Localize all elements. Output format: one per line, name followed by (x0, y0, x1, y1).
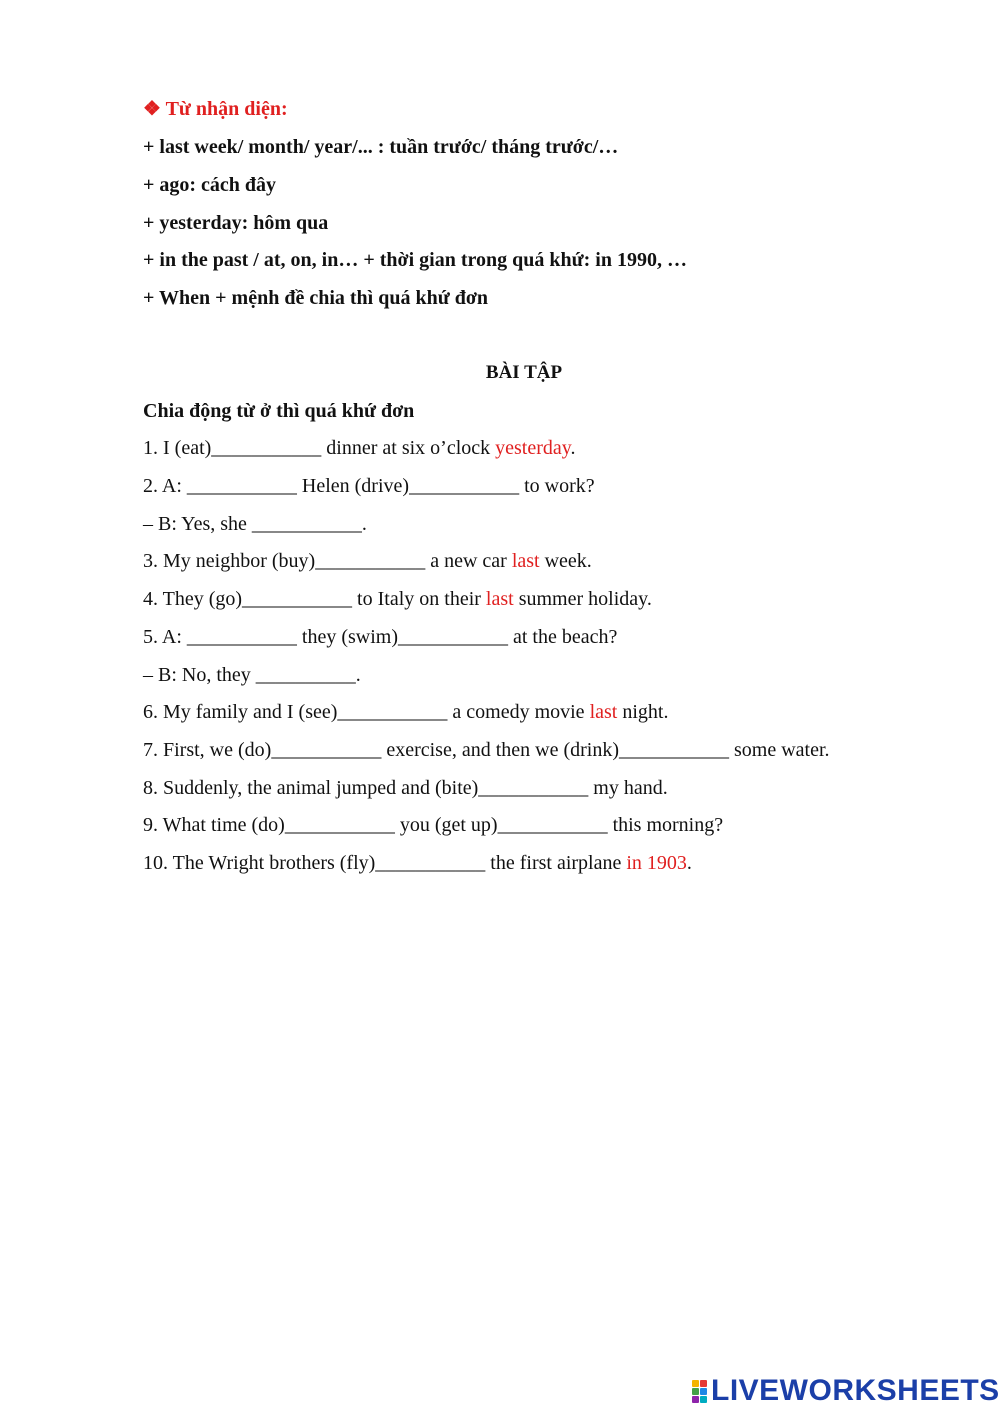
question-7: 7. First, we (do)___________ exercise, and then we (drink)___________ some water. (143, 739, 830, 761)
signal-word-item: + When + mệnh đề chia thì quá khứ đơn (143, 287, 489, 309)
question-2: 2. A: ___________ Helen (drive)___________ to work? (143, 475, 595, 497)
question-5: 5. A: ___________ they (swim)___________ at the beach? (143, 626, 618, 648)
signal-word-highlight: last (511, 550, 540, 572)
liveworksheets-logo-text: LIVEWORKSHEETS (711, 1374, 1000, 1407)
signal-words-heading: ❖ Từ nhận diện: (143, 98, 288, 120)
liveworksheets-logo-icon (692, 1380, 707, 1403)
question-3: 3. My neighbor (buy)___________ a new car last week. (143, 550, 592, 572)
exercise-instruction: Chia động từ ở thì quá khứ đơn (143, 400, 415, 422)
signal-word-item: + ago: cách đây (143, 174, 277, 196)
signal-word-item: + yesterday: hôm qua (143, 212, 329, 234)
signal-word-highlight: yesterday (495, 437, 571, 459)
question-9: 9. What time (do)___________ you (get up)___________ this morning? (143, 814, 724, 836)
signal-word-highlight: last (589, 701, 618, 723)
question-6: 6. My family and I (see)___________ a comedy movie last night. (143, 701, 669, 723)
question-1: 1. I (eat)___________ dinner at six o’clock yesterday. (143, 437, 576, 459)
question-4: 4. They (go)___________ to Italy on their last summer holiday. (143, 588, 652, 610)
question-5-answer: – B: No, they __________. (143, 664, 361, 686)
signal-word-item: + last week/ month/ year/... : tuần trước/ tháng trước/… (143, 136, 619, 158)
question-8: 8. Suddenly, the animal jumped and (bite)___________ my hand. (143, 777, 668, 799)
signal-word-highlight: last (485, 588, 514, 610)
liveworksheets-logo (692, 1374, 1000, 1408)
signal-word-highlight: in 1903 (626, 852, 687, 874)
exercise-title: BÀI TẬP (485, 362, 563, 383)
question-10: 10. The Wright brothers (fly)___________ the first airplane in 1903. (143, 852, 692, 874)
signal-word-item: + in the past / at, on, in… + thời gian trong quá khứ: in 1990, … (143, 249, 687, 271)
question-2-answer: – B: Yes, she ___________. (143, 513, 367, 535)
